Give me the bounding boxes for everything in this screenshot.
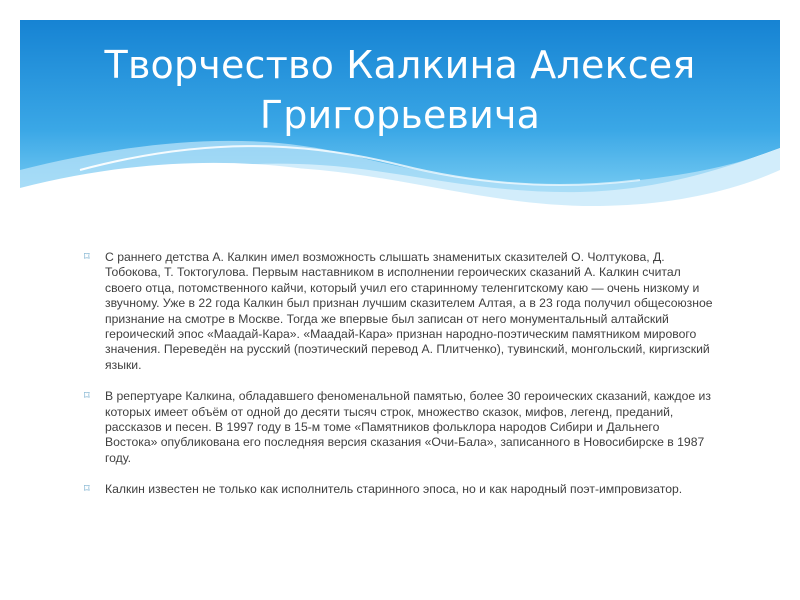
bullet-paragraph	[84, 482, 714, 497]
bullet-paragraph	[84, 250, 714, 373]
slide	[20, 20, 780, 600]
bullet-icon: ⌑	[84, 390, 90, 403]
bullet-icon: ⌑	[84, 483, 90, 496]
slide-header	[20, 20, 780, 220]
bullet-paragraph	[84, 389, 714, 466]
paragraph-text: В репертуаре Калкина, обладавшего феноменальной памятью, более 30 героических сказаний, каждое из которых имеет объём от одной до десяти тысяч строк, множество сказок, мифов, легенд, преданий, рассказов и песен. В 1997 году в 15-м томе «Памятников фольклора народов Сибири и Дальнего Востока» опубликована его последняя версия сказания «Очи-Бала», записанного в Новосибирске в 1987 году.	[105, 389, 711, 465]
bullet-icon: ⌑	[84, 251, 90, 263]
page-title: Творчество Калкина Алексея Григорьевича	[104, 43, 696, 137]
paragraph-text: Калкин известен не только как исполнитель старинного эпоса, но и как народный поэт-импровизатор.	[105, 482, 683, 497]
paragraph-text: С раннего детства А. Калкин имел возможность слышать знаменитых сказителей О. Чолтукова, Д. Тобокова, Т. Токтогулова. Первым наставником в исполнении героических сказаний А. Калкин считал своего отца, потомственного кайчи, который учил его старинному теленгитскому каю — очень низкому и звучному. Уже в 22 года Калкин был признан лучшим сказителем Алтая, а в 23 года получил общесоюзное признание на смотре в Москве. Тогда же впервые был записан от него монументальный алтайский героический эпос «Маадай-Кара». «Маадай-Кара» признан народно-поэтическим памятником мирового значения. Переведён на русский (поэтический перевод А. Плитченко), тувинский, монгольский, киргизский языки.	[105, 250, 713, 372]
slide-content	[84, 250, 714, 514]
